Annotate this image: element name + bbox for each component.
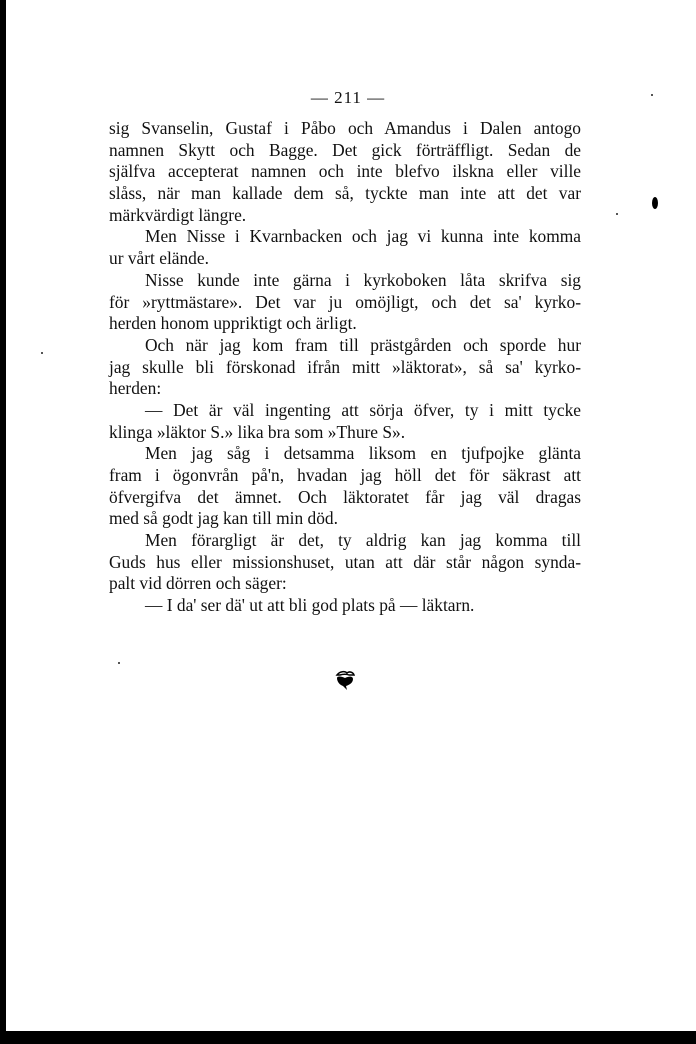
text-line: klinga »läktor S.» lika bra som »Thure S». xyxy=(109,421,406,442)
text-line: — Det är väl ingenting att sörja öfver, ty i mitt tycke xyxy=(145,399,581,420)
text-line: herden: xyxy=(109,378,162,399)
text-line: palt vid dörren och säger: xyxy=(109,573,287,594)
scan-speck xyxy=(651,94,653,96)
scan-speck xyxy=(118,662,120,664)
text-line: fram i ögonvrån på'n, hvadan jag höll det för säkrast att xyxy=(109,465,581,485)
scan-speck xyxy=(41,352,43,354)
text-line: namnen Skytt och Bagge. Det gick förträffligt. Sedan de xyxy=(109,139,581,160)
scan-left-border xyxy=(0,0,6,1044)
text-line: Men förargligt är det, ty aldrig kan jag komma till xyxy=(145,530,581,551)
text-line: Guds hus eller missionshuset, utan att där står någon synda- xyxy=(109,551,581,572)
text-line: ur vårt elände. xyxy=(109,248,209,269)
text-line: jag skulle bli förskonad ifrån mitt »läktorat», så sa' kyrko- xyxy=(109,356,581,377)
page-number: — 211 — xyxy=(310,88,386,107)
text-line: Men jag såg i detsamma liksom en tjufpojke glänta xyxy=(145,443,581,464)
fleuron-icon xyxy=(333,669,357,691)
text-line: själfva accepterat namnen och inte blefvo ilskna eller ville xyxy=(109,161,581,182)
scan-bottom-border xyxy=(0,1031,696,1044)
body-text xyxy=(109,118,581,617)
text-line: slåss, när man kallade dem så, tyckte man inte att det var xyxy=(109,183,581,204)
text-line: herden honom uppriktigt och ärligt. xyxy=(109,313,357,334)
text-line: märkvärdigt längre. xyxy=(109,204,247,225)
text-line: — I da' ser dä' ut att bli god plats på — läktarn. xyxy=(145,595,475,616)
text-line: sig Svanselin, Gustaf i Påbo och Amandus i Dalen antogo xyxy=(109,118,581,138)
text-line: Nisse kunde inte gärna i kyrkoboken låta skrifva sig xyxy=(145,269,581,290)
text-line: med så godt jag kan till min död. xyxy=(109,508,338,529)
text-line: för »ryttmästare». Det var ju omöjligt, och det sa' kyrko- xyxy=(109,291,581,312)
text-line: öfvergifva det ämnet. Och läktoratet får jag väl dragas xyxy=(109,486,581,507)
scan-ink-mark xyxy=(652,197,658,209)
text-line: Men Nisse i Kvarnbacken och jag vi kunna inte komma xyxy=(145,226,581,247)
text-line: Och när jag kom fram till prästgården och sporde hur xyxy=(145,334,581,355)
scan-speck xyxy=(616,213,618,215)
